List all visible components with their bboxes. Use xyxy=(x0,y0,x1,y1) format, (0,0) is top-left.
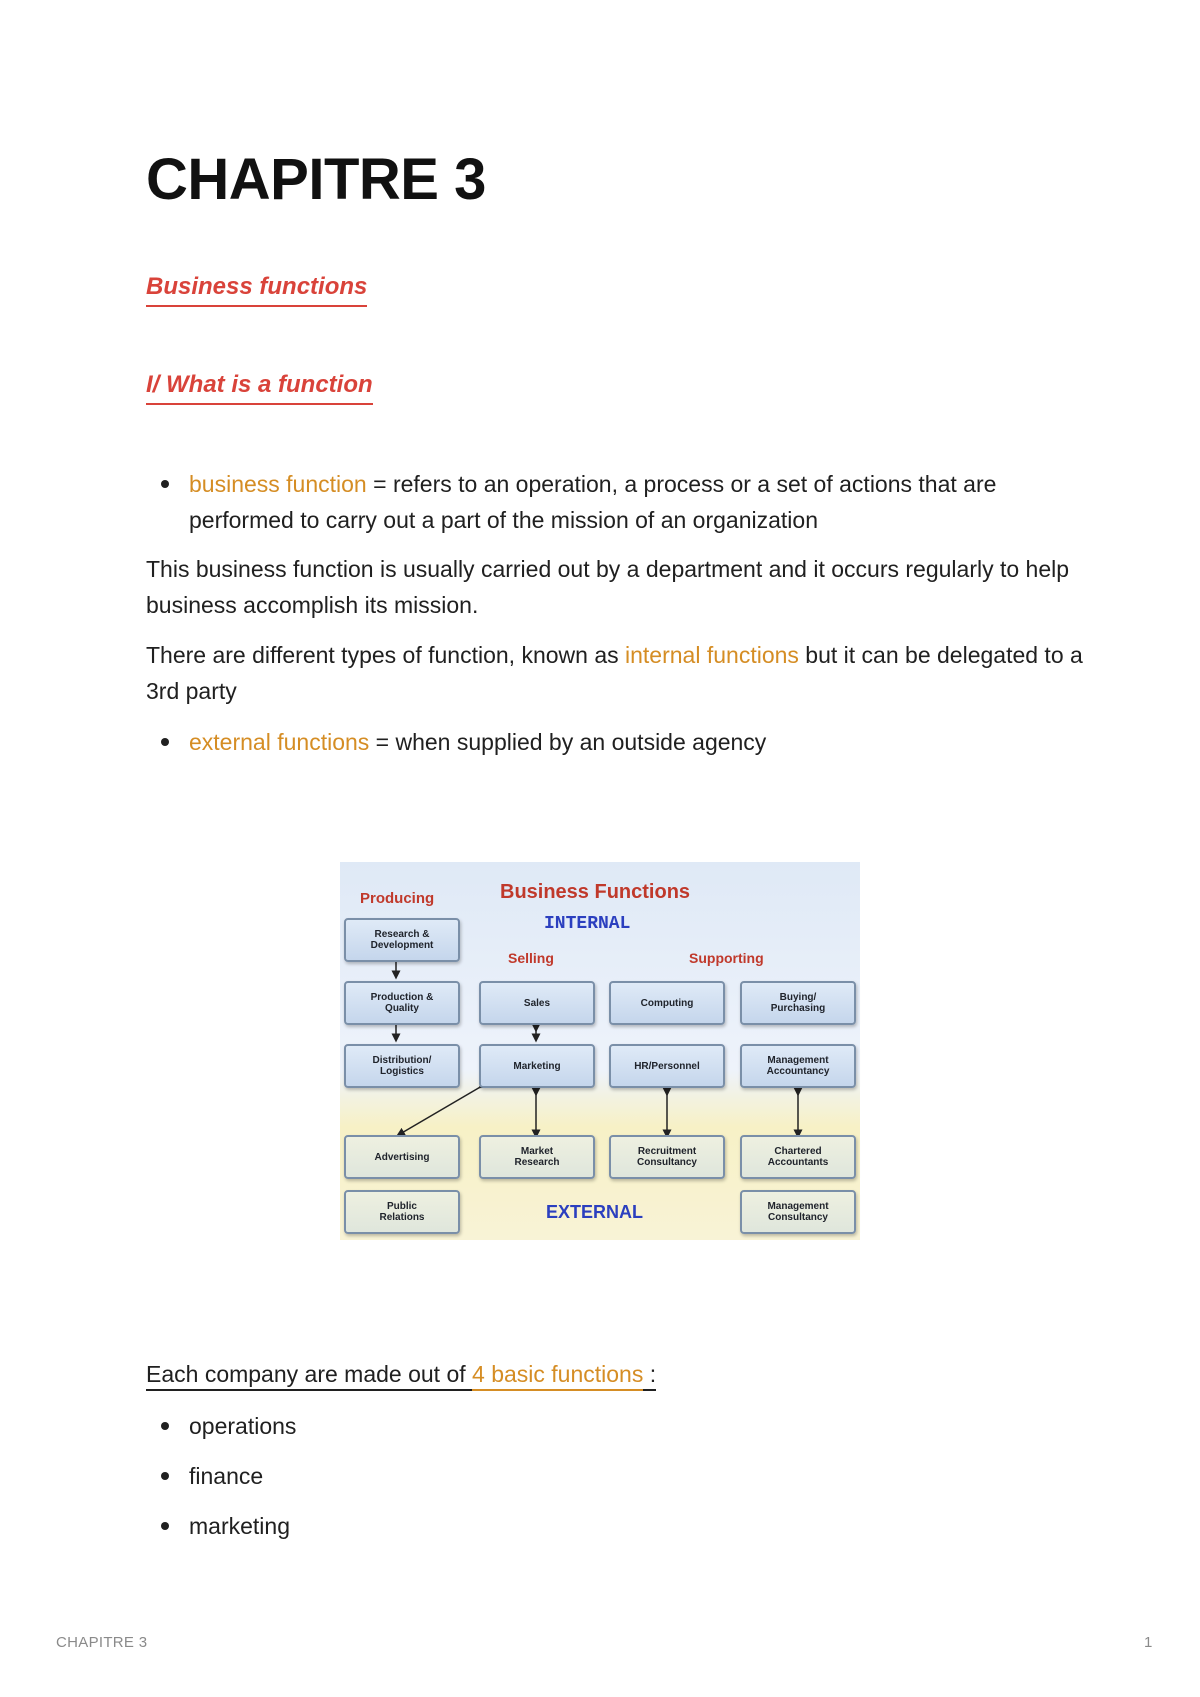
box-distribution-logistics: Distribution/ Logistics xyxy=(344,1044,460,1088)
basic-text-after: : xyxy=(643,1361,656,1391)
business-functions-diagram xyxy=(340,862,860,1240)
list-item-text: marketing xyxy=(189,1513,290,1539)
box-market-research: Market Research xyxy=(479,1135,595,1179)
diagram-title: Business Functions xyxy=(500,881,691,903)
box-buying-purchasing: Buying/ Purchasing xyxy=(740,981,856,1025)
footer-chapter-label: CHAPITRE 3 xyxy=(56,1634,148,1651)
bullet-dot xyxy=(146,1458,189,1494)
box-research-development: Research & Development xyxy=(344,918,460,962)
arrow-marketing-advertising xyxy=(400,1086,482,1134)
bullet-dot xyxy=(146,466,189,502)
bullet-business-function xyxy=(146,466,1086,538)
basic-text-before: Each company are made out of xyxy=(146,1361,472,1391)
box-sales: Sales xyxy=(479,981,595,1025)
box-public-relations: Public Relations xyxy=(344,1190,460,1234)
box-management-consultancy: Management Consultancy xyxy=(740,1190,856,1234)
definition-text: = refers to an operation, a process or a set of actions that are performed to carry out a part of the mission of an organization xyxy=(189,471,997,533)
term-external-functions: external functions xyxy=(189,729,370,755)
bullet-dot xyxy=(146,724,189,760)
term-basic-functions: 4 basic functions xyxy=(472,1361,643,1391)
box-management-accountancy: Management Accountancy xyxy=(740,1044,856,1088)
label-external: EXTERNAL xyxy=(546,1202,644,1222)
bullet-dot xyxy=(146,1408,189,1444)
paragraph-basic-functions xyxy=(146,1356,1086,1392)
box-hr-personnel: HR/Personnel xyxy=(609,1044,725,1088)
label-internal: INTERNAL xyxy=(544,914,631,934)
bullet-dot xyxy=(146,1508,189,1544)
bullet-external-functions xyxy=(146,724,1086,760)
subsection-heading: I/ What is a function xyxy=(146,370,373,405)
paragraph-department: This business function is usually carried out by a department and it occurs regularly to help business accomplish its mission. xyxy=(146,556,1070,618)
list-item xyxy=(146,1458,1086,1494)
term-business-function: business function xyxy=(189,471,367,497)
label-selling: Selling xyxy=(508,950,554,966)
types-text-before: There are different types of function, known as xyxy=(146,642,626,668)
label-producing: Producing xyxy=(360,890,435,907)
box-recruitment-consultancy: Recruitment Consultancy xyxy=(609,1135,725,1179)
box-advertising: Advertising xyxy=(344,1135,460,1179)
bullet-text xyxy=(189,466,1086,538)
term-internal-functions: internal functions xyxy=(625,642,799,668)
basic-functions-list xyxy=(146,1408,1086,1544)
section-heading: Business functions xyxy=(146,272,367,307)
box-computing: Computing xyxy=(609,981,725,1025)
box-chartered-accountants: Chartered Accountants xyxy=(740,1135,856,1179)
list-item xyxy=(146,1408,1086,1444)
types-text-after: but it can be delegated to a 3rd party xyxy=(146,642,1083,704)
paragraph-types xyxy=(146,637,1086,709)
box-production-quality: Production & Quality xyxy=(344,981,460,1025)
page-title: CHAPITRE 3 xyxy=(146,147,486,212)
label-supporting: Supporting xyxy=(689,950,764,966)
bullet-text xyxy=(189,724,766,760)
list-item-text: operations xyxy=(189,1413,297,1439)
list-item-text: finance xyxy=(189,1463,264,1489)
definition-text: = when supplied by an outside agency xyxy=(369,729,767,755)
list-item xyxy=(146,1508,1086,1544)
box-marketing: Marketing xyxy=(479,1044,595,1088)
footer-page-number: 1 xyxy=(1144,1634,1153,1651)
